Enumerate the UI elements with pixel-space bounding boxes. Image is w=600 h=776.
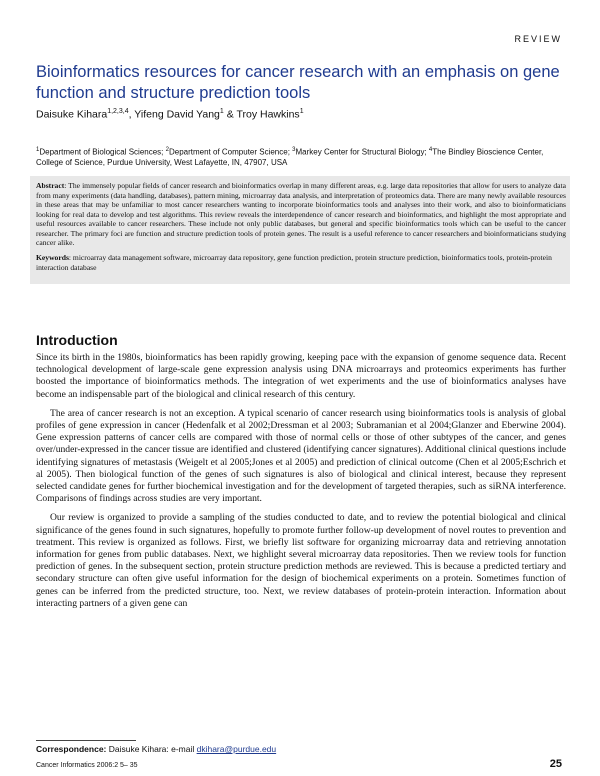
affiliation-mark: 4 xyxy=(428,147,433,153)
article-title: Bioinformatics resources for cancer research with an emphasis on gene function and structure prediction tools xyxy=(36,63,560,102)
author-name: Daisuke Kihara xyxy=(36,108,108,121)
affiliation-mark: 2 xyxy=(165,147,169,153)
author-separator: & xyxy=(223,108,237,121)
author-name: Yifeng David Yang xyxy=(134,108,220,121)
author-affiliation-mark: 1 xyxy=(299,108,304,115)
correspondence-note xyxy=(36,744,276,754)
body-text xyxy=(36,352,566,617)
abstract-text: : The immensely popular fields of cancer research and bioinformatics overlap in many different areas, e.g. large data repositories that allow for users to analyze data from many experiments (data handling, databases), pattern mining, microarray data analysis, and interpretation of proteomics data. There are many newly available resources in these areas that may be unfamiliar to most cancer researchers wanting to incorporate bioinformatics tools and analyses into their work, and also to bioinformaticians looking for real data to develop and test algorithms. This review reveals the interdependence of cancer research and bioinformatics, and highlight the most appropriate and useful resources available to cancer researchers. These include not only public databases, but general and specific bioinformatics tools which can be useful to the cancer researcher. The primary foci are function and structure prediction tools of protein genes. The result is a useful reference to cancer researchers and bioinformaticians studying cancer alike. xyxy=(36,181,566,247)
author-separator: , xyxy=(128,108,135,121)
keywords-text: : microarray data management software, microarray data repository, gene function prediction, protein structure prediction, bioinformatics tools, protein-protein interaction database xyxy=(36,253,552,272)
footnote-divider xyxy=(36,740,136,741)
affiliations xyxy=(36,145,566,168)
abstract xyxy=(36,181,566,248)
abstract-label: Abstract xyxy=(36,181,65,190)
section-heading-introduction: Introduction xyxy=(36,332,118,348)
author-list xyxy=(36,108,304,121)
affiliation-text: Department of Biological Sciences; xyxy=(39,147,166,157)
correspondence-label: Correspondence: xyxy=(36,744,107,754)
author-affiliation-mark: 1 xyxy=(219,108,224,115)
affiliation-mark: 1 xyxy=(36,147,40,153)
journal-citation: Cancer Informatics 2006:2 5– 35 xyxy=(36,762,138,769)
author-name: Troy Hawkins xyxy=(236,108,300,121)
page-number: 25 xyxy=(549,758,562,770)
affiliation-text: The Bindley Bioscience Center, College of Science, Purdue University, West Lafayette, IN, 47907, USA xyxy=(36,147,544,167)
author-affiliation-mark: 1,2,3,4 xyxy=(107,108,129,115)
section-label: REVIEW xyxy=(514,34,562,44)
paragraph: The area of cancer research is not an exception. A typical scenario of cancer research using bioinformatics tools is analysis of global profiles of gene expression in cancer (Hedenfalk et al 2002;Dressman et al 2003; Subramanian et al 2004;Glanzer and Eberwine 2004). Gene expression patterns of cancer cells are compared with those of normal cells or those of other subtypes of the cancer, and genes over/under-expressed in the cancer tissue are identified and clustered (identifying cancer signatures). Additional clinical questions include identifying signatures of metastasis (Weigelt et al 2005;Jones et al 2005) and prediction of clinical outcome (Chen et al 2005;Eschrich et al 2005). Then biological function of the genes of such signatures is also of biological and clinical interest, because they represent selected candidate genes for further biochemical investigation and for the development of targeted therapies, such as siRNA interference. Comparisons of findings across studies are very important. xyxy=(36,407,566,505)
correspondence-email-link[interactable]: dkihara@purdue.edu xyxy=(196,744,277,754)
correspondence-text: Daisuke Kihara: e-mail xyxy=(106,744,197,754)
keywords xyxy=(36,253,566,272)
affiliation-text: Markey Center for Structural Biology; xyxy=(295,147,429,157)
paragraph: Our review is organized to provide a sampling of the studies conducted to date, and to review the potential biological and clinical significance of the genes found in such signatures, hopefully to promote further follow-up development of novel routes to prevention and treatment. This review is organized as follows. First, we briefly list software for organizing microarray data and retrieving annotation information for genes from public databases. Next, we highlight several microarray data repositories. Then we review tools for function prediction of genes. In the subsequent section, protein structure prediction methods are reviewed. This is because a predicted tertiary and secondary structure can often give useful information for the design of biochemical experiments on a protein. Sometimes function of genes can be inferred from the predicted structure, too. Next, we review databases of protein-protein interaction. Information about interacting partners of a given gene can xyxy=(36,512,566,609)
keywords-label: Keywords xyxy=(36,253,69,262)
paragraph: Since its birth in the 1980s, bioinformatics has been rapidly growing, keeping pace with the expansion of genome sequence data. Recent technological development of large-scale gene expression analysis using DNA microarrays and proteomics experiments has further boosted the importance of bioinformatics methods. The integration of wet experiments and the use of bioinformatics analyses have become an indispensable part of the biological and clinical research of this century. xyxy=(36,352,566,400)
affiliation-mark: 3 xyxy=(292,147,296,153)
affiliation-text: Department of Computer Science; xyxy=(168,147,293,157)
